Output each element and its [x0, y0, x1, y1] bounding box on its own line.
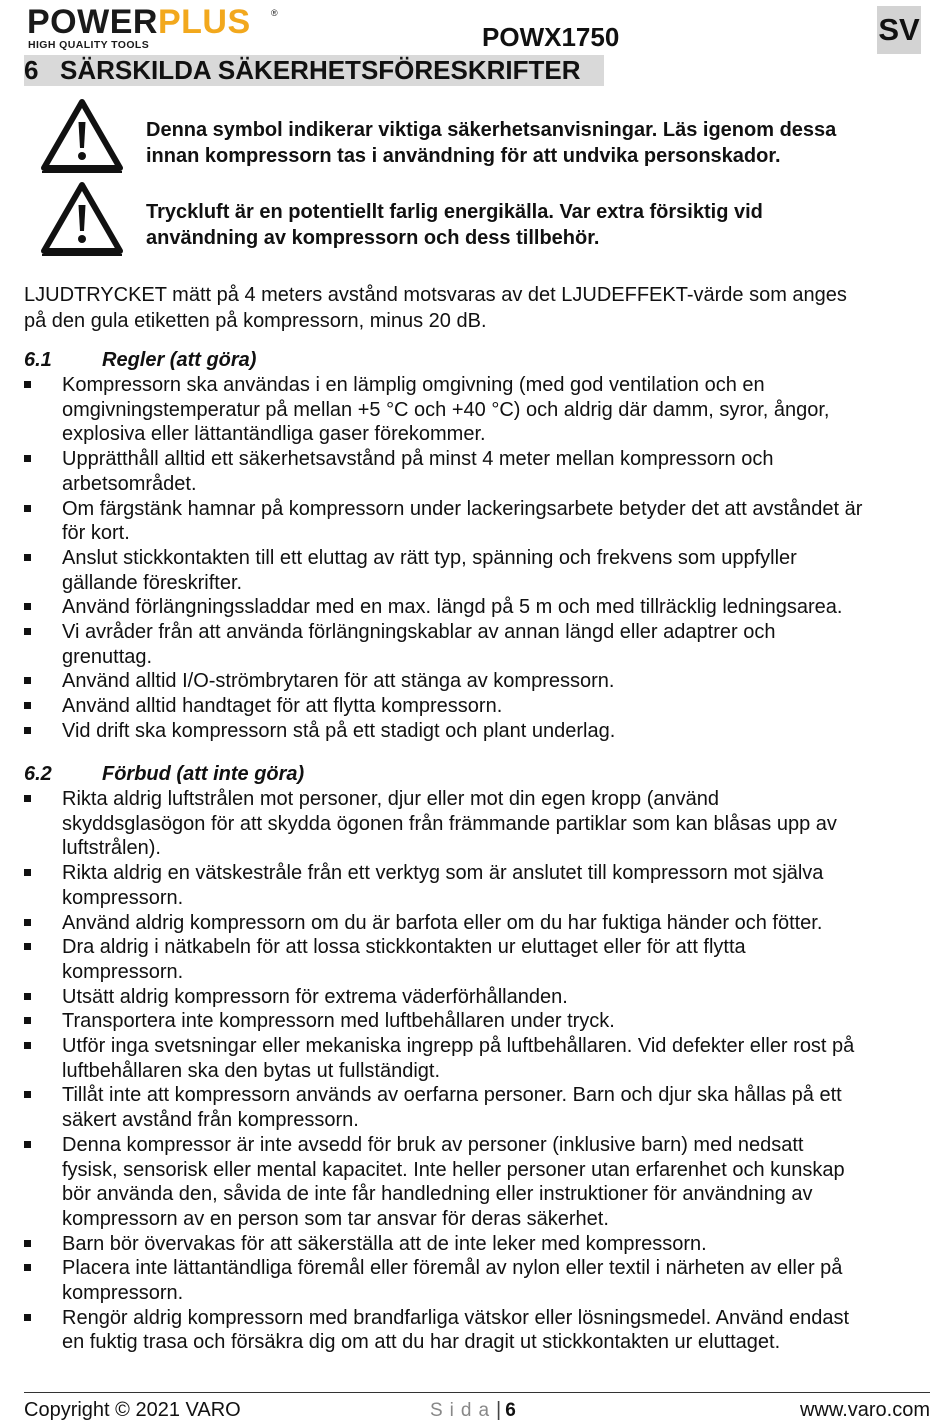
list-item [24, 497, 934, 546]
list-item [24, 620, 934, 669]
bullet-icon [24, 455, 31, 462]
item-line: Använd aldrig kompressorn om du är barfota eller om du har fuktiga händer och fötter. [62, 911, 823, 934]
bullet-icon [24, 702, 31, 709]
bullet-icon [24, 1091, 31, 1098]
bullet-icon [24, 993, 31, 1000]
footer-copyright: Copyright © 2021 VARO [24, 1399, 241, 1421]
bullet-icon [24, 1314, 31, 1321]
list-item [24, 546, 934, 595]
bullet-icon [24, 869, 31, 876]
item-line: skyddsglasögon för att skydda ögonen från främmande partiklar som kan blåsas upp av [62, 812, 837, 835]
item-line: Placera inte lättantändliga föremål eller föremål av nylon eller textil i närheten av eller på [62, 1257, 843, 1280]
warning-line: Tryckluft är en potentiellt farlig energikälla. Var extra försiktig vid [146, 201, 763, 223]
item-line: luftstrålen). [62, 837, 161, 860]
list-item [24, 935, 934, 984]
prohibitions-list [24, 787, 934, 1355]
footer-website: www.varo.com [799, 1399, 930, 1421]
logo-wordmark [27, 4, 251, 40]
powerplus-logo [27, 3, 287, 51]
item-line: Anslut stickkontakten till ett eluttag av rätt typ, spänning och frekvens som uppfyller [62, 546, 797, 569]
bullet-icon [24, 1264, 31, 1271]
model-number: POWX1750 [482, 22, 620, 52]
logo-power-text: POWER [27, 3, 158, 41]
bullet-icon [24, 554, 31, 561]
item-line: säkert avstånd från kompressorn. [62, 1109, 359, 1132]
item-line: Vid drift ska kompressorn stå på ett stadigt och plant underlag. [62, 719, 616, 742]
warning-text-2 [146, 199, 926, 251]
paragraph-line: LJUDTRYCKET mätt på 4 meters avstånd motsvaras av det LJUDEFFEKT-värde som anges [24, 284, 847, 306]
warning-triangle-icon [40, 181, 124, 257]
warning-line: innan kompressorn tas i användning för att undvika personskador. [146, 145, 781, 167]
item-line: gällande föreskrifter. [62, 571, 243, 594]
item-line: Utför inga svetsningar eller mekaniska ingrepp på luftbehållaren. Vid defekter eller rost på [62, 1035, 855, 1058]
footer-divider [24, 1392, 930, 1393]
item-line: kompressorn. [62, 886, 184, 909]
bullet-icon [24, 1042, 31, 1049]
item-line: Dra aldrig i nätkabeln för att lossa stickkontakten ur eluttaget eller för att flytta [62, 936, 746, 959]
paragraph-line: på den gula etiketten på kompressorn, minus 20 dB. [24, 310, 487, 332]
bullet-icon [24, 677, 31, 684]
list-item [24, 694, 934, 719]
item-line: Använd alltid handtaget för att flytta kompressorn. [62, 695, 503, 718]
item-line: arbetsområdet. [62, 472, 197, 495]
section-title-text: SÄRSKILDA SÄKERHETSFÖRESKRIFTER [60, 55, 581, 85]
item-line: Om färgstänk hamnar på kompressorn under lackeringsarbete betyder det att avståndet är [62, 497, 863, 520]
list-item [24, 911, 934, 936]
list-item [24, 719, 934, 744]
bullet-icon [24, 1017, 31, 1024]
prohibitions-number: 6.2 [24, 763, 52, 785]
item-line: Använd alltid I/O-strömbrytaren för att stänga av kompressorn. [62, 670, 615, 693]
section-title [24, 55, 604, 86]
item-line: luftbehållaren ska den bytas ut fullständigt. [62, 1059, 441, 1082]
page-label: Sida [430, 1400, 497, 1421]
rules-heading [24, 347, 256, 373]
section-number: 6 [24, 55, 39, 85]
bullet-icon [24, 505, 31, 512]
item-line: Rengör aldrig kompressorn med brandfarliga vätskor eller lösningsmedel. Använd endast [62, 1306, 850, 1329]
item-line: Transportera inte kompressorn med luftbehållaren under tryck. [62, 1010, 615, 1033]
bullet-icon [24, 381, 31, 388]
page-number: 6 [505, 1400, 516, 1421]
warning-line: Denna symbol indikerar viktiga säkerhetsanvisningar. Läs igenom dessa [146, 119, 837, 141]
bullet-icon [24, 795, 31, 802]
list-item [24, 669, 934, 694]
item-line: Tillåt inte att kompressorn används av oerfarna personer. Barn och djur ska hållas på ett [62, 1084, 842, 1107]
list-item [24, 447, 934, 496]
list-item [24, 985, 934, 1010]
list-item [24, 1009, 934, 1034]
list-item [24, 1133, 934, 1232]
prohibitions-heading [24, 761, 304, 787]
list-item [24, 1256, 934, 1305]
warning-text-1 [146, 117, 926, 169]
list-item [24, 373, 934, 447]
item-line: Kompressorn ska användas i en lämplig omgivning (med god ventilation och en [62, 374, 765, 396]
item-line: Rikta aldrig en vätskestråle från ett verktyg som är anslutet till kompressorn mot själva [62, 862, 824, 885]
item-line: Vi avråder från att använda förlängningskablar av annan längd eller adaptrer och [62, 621, 776, 644]
item-line: för kort. [62, 522, 130, 545]
list-item [24, 1232, 934, 1257]
item-line: bör använda den, såvida de inte får handledning eller instruktioner för användning av [62, 1183, 813, 1206]
rules-list [24, 373, 934, 744]
item-line: kompressorn av en person som tar ansvar för deras säkerhet. [62, 1207, 609, 1230]
item-line: Utsätt aldrig kompressorn för extrema väderförhållanden. [62, 985, 568, 1008]
footer-page-indicator [430, 1397, 516, 1424]
language-badge: SV [877, 6, 921, 54]
bullet-icon [24, 919, 31, 926]
item-line: Barn bör övervakas för att säkerställa att de inte leker med kompressorn. [62, 1232, 707, 1255]
warning-line: användning av kompressorn och dess tillbehör. [146, 227, 600, 249]
list-item [24, 861, 934, 910]
bullet-icon [24, 1141, 31, 1148]
item-line: Använd förlängningssladdar med en max. längd på 5 m och med tillräcklig ledningsarea. [62, 596, 843, 619]
logo-registered-mark: ® [271, 8, 278, 18]
list-item [24, 1306, 934, 1355]
logo-tagline: HIGH QUALITY TOOLS [28, 39, 150, 51]
list-item [24, 787, 934, 861]
page-separator: | [496, 1399, 502, 1421]
list-item [24, 1034, 934, 1083]
item-line: omgivningstemperatur på mellan +5 °C och +40 °C) och aldrig där damm, syror, ångor, [62, 398, 830, 421]
item-line: fysisk, sensorisk eller mental kapacitet. Inte heller personer utan erfarenhet och kunskap [62, 1158, 845, 1181]
prohibitions-heading-text: Förbud (att inte göra) [102, 763, 305, 785]
bullet-icon [24, 727, 31, 734]
sound-pressure-paragraph [24, 282, 934, 334]
item-line: grenuttag. [62, 645, 153, 668]
logo-plus-text: PLUS [157, 3, 251, 41]
list-item [24, 595, 934, 620]
item-line: explosiva eller lättantändliga gaser förekommer. [62, 423, 486, 446]
item-line: kompressorn. [62, 1282, 184, 1305]
item-line: Denna kompressor är inte avsedd för bruk av personer (inklusive barn) med nedsatt [62, 1133, 804, 1156]
bullet-icon [24, 1240, 31, 1247]
list-item [24, 1083, 934, 1132]
item-line: Rikta aldrig luftstrålen mot personer, djur eller mot din egen kropp (använd [62, 788, 720, 810]
rules-heading-text: Regler (att göra) [102, 349, 257, 371]
item-line: en fuktig trasa och försäkra dig om att du har dragit ut stickkontakten ur eluttaget. [62, 1331, 781, 1354]
bullet-icon [24, 603, 31, 610]
bullet-icon [24, 628, 31, 635]
item-line: Upprätthåll alltid ett säkerhetsavstånd på minst 4 meter mellan kompressorn och [62, 448, 774, 471]
warning-triangle-icon [40, 98, 124, 174]
bullet-icon [24, 943, 31, 950]
item-line: kompressorn. [62, 960, 184, 983]
rules-number: 6.1 [24, 349, 52, 371]
